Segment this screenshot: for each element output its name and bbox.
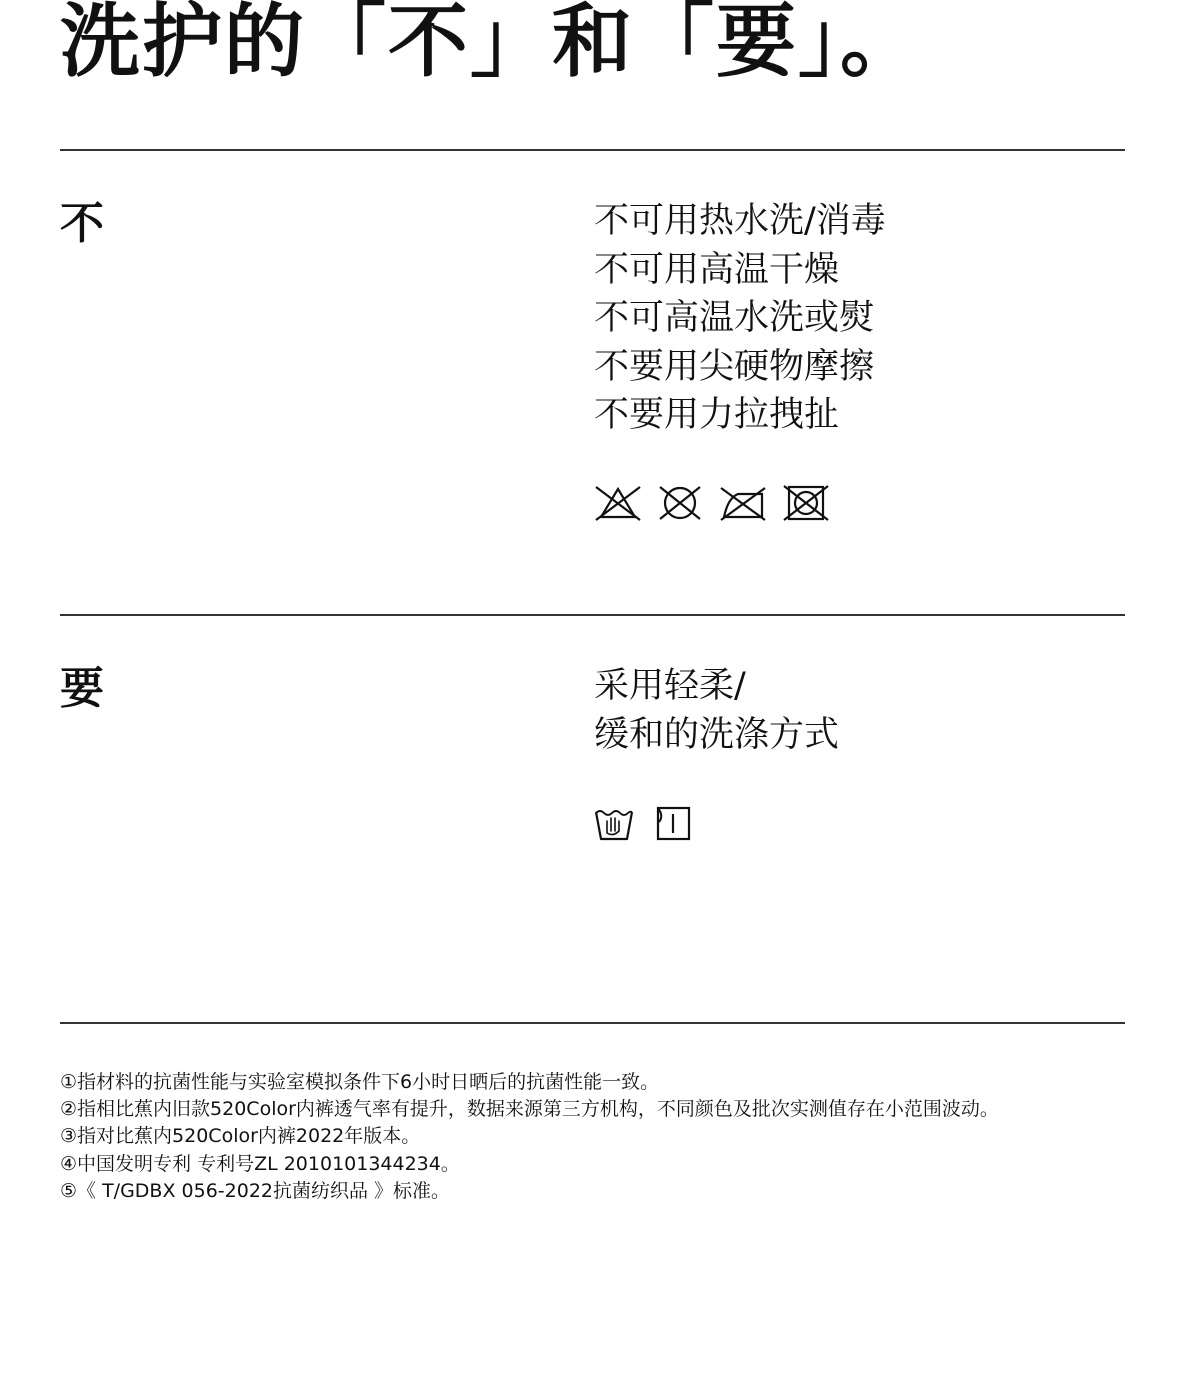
do-not-bleach-icon: [594, 484, 642, 522]
dont-list: [594, 197, 886, 440]
footnote: ③指对比蕉内520Color内裤2022年版本。: [60, 1125, 421, 1148]
do-not-iron-icon: [718, 484, 768, 522]
dont-item: 不可用高温干燥: [594, 249, 840, 290]
do-not-tumble-dry-icon: [656, 484, 704, 522]
do-item: 采用轻柔/: [594, 666, 746, 706]
section-divider: [60, 614, 1125, 616]
do-item: 缓和的洗涤方式: [594, 714, 840, 755]
page-title: 洗护的「不」和「要」。: [60, 0, 922, 88]
footnote: ④中国发明专利 专利号ZL 2010101344234。: [60, 1152, 460, 1175]
section-divider: [60, 149, 1125, 151]
dont-item: 不要用力拉拽扯: [594, 395, 840, 435]
footnote: ①指材料的抗菌性能与实验室模拟条件下6小时日晒后的抗菌性能一致。: [60, 1071, 660, 1093]
dont-item: 不要用尖硬物摩擦: [594, 346, 875, 387]
footnote: ②指相比蕉内旧款520Color内裤透气率有提升，数据来源第三方机构，不同颜色及批次实测值存在小范围波动。: [60, 1098, 999, 1121]
footnote: ⑤《 T/GDBX 056-2022抗菌纺织品 》标准。: [60, 1179, 451, 1202]
dont-item: 不可用热水洗/消毒: [594, 201, 886, 241]
do-list: [594, 662, 839, 759]
do-section-label: 要: [60, 663, 104, 714]
hand-wash-icon: [594, 806, 634, 842]
footnote-divider: [60, 1022, 1125, 1024]
dont-item: 不可高温水洗或熨: [594, 298, 875, 338]
drip-dry-icon: [656, 806, 692, 842]
dont-section-label: 不: [60, 198, 104, 249]
footnotes: [60, 1069, 999, 1205]
do-not-dry-clean-icon: [782, 484, 830, 522]
